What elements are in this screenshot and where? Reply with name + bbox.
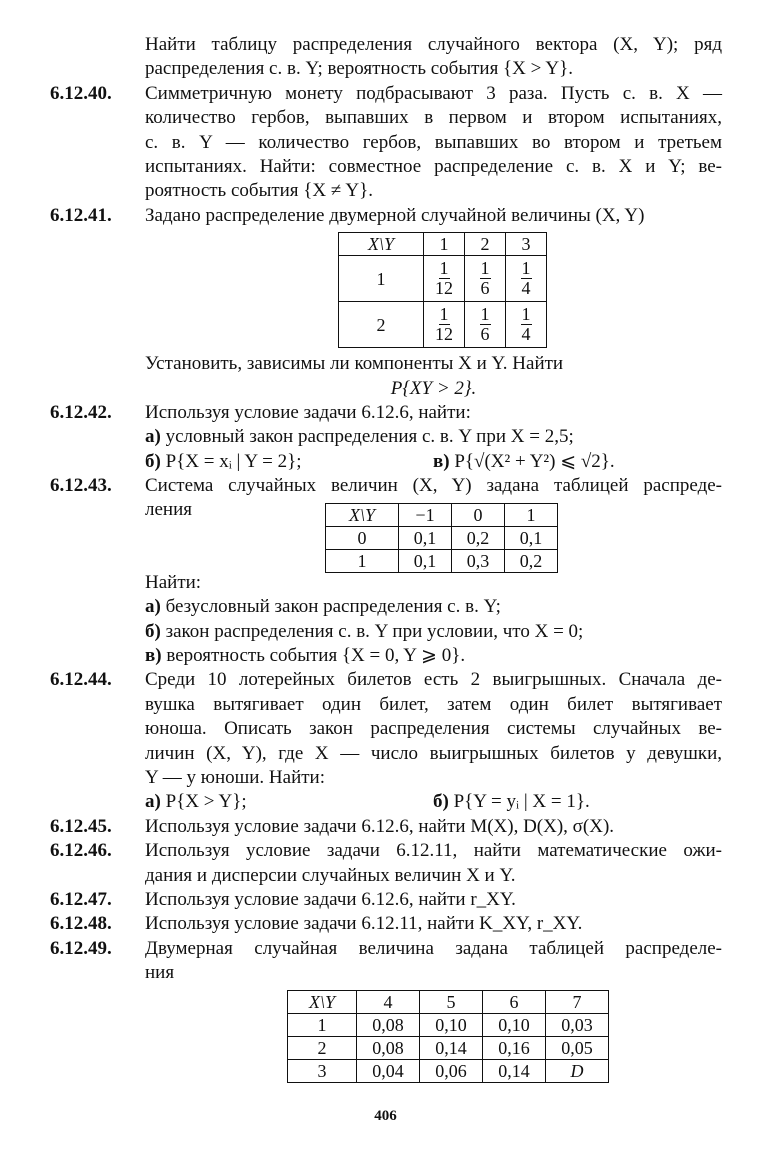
- table-cell: [465, 256, 506, 302]
- distribution-table: [338, 232, 547, 348]
- table-cell: 0,2: [505, 550, 558, 573]
- page-number: 406: [374, 1108, 397, 1124]
- problem-number: 6.12.46.: [50, 840, 112, 862]
- table-cell: [424, 302, 465, 348]
- problem-number: 6.12.43.: [50, 475, 112, 497]
- denominator: 6: [480, 278, 490, 299]
- item-text: условный закон распределения с. в. Y при X = 2,5;: [165, 426, 574, 448]
- text-line: вушка вытягивает один билет, затем один билет вытягивает: [145, 693, 722, 715]
- column-header: 0: [452, 504, 505, 527]
- table-cell: 0,08: [357, 1013, 420, 1036]
- column-header: 4: [357, 990, 420, 1013]
- text-line: ния: [145, 962, 175, 984]
- row-header: 1: [288, 1013, 357, 1036]
- text-line: Найти таблицу распределения случайного вектора (X, Y); ряд: [145, 34, 722, 55]
- table-corner: X\Y: [326, 504, 399, 527]
- row-header: 1: [339, 256, 424, 302]
- table-cell: 0,04: [357, 1059, 420, 1082]
- column-header: −1: [399, 504, 452, 527]
- row-header: 2: [339, 302, 424, 348]
- fraction: [435, 305, 453, 344]
- item-label: а): [145, 426, 161, 448]
- table-cell: 0,05: [546, 1036, 609, 1059]
- problem-6-12-49: [0, 937, 771, 1083]
- table-cell: 0,10: [420, 1013, 483, 1036]
- column-header: 1: [424, 233, 465, 256]
- column-header: 3: [506, 233, 547, 256]
- table-cell: 0,1: [505, 527, 558, 550]
- item-text: P{√(X² + Y²) ⩽ √2}.: [454, 450, 615, 472]
- denominator: 6: [480, 324, 490, 345]
- problem-6-12-43: [0, 474, 771, 668]
- column-header: 5: [420, 990, 483, 1013]
- table-row: [326, 550, 558, 573]
- table-cell: 0,14: [420, 1036, 483, 1059]
- numerator: 1: [439, 258, 449, 279]
- problem-number: 6.12.41.: [50, 204, 112, 226]
- text-line: Двумерная случайная величина задана таблицей распределе-: [145, 937, 722, 959]
- fraction: [521, 259, 532, 298]
- problem-number: 6.12.49.: [50, 937, 112, 959]
- text-line: Используя условие задачи 6.12.6, найти M(X), D(X), σ(X).: [145, 815, 615, 837]
- table-row: [288, 1059, 609, 1082]
- table-cell: 0,14: [483, 1059, 546, 1082]
- denominator: 12: [435, 278, 453, 299]
- problem-6-12-46: [0, 839, 771, 888]
- item-text: безусловный закон распределения с. в. Y;: [165, 596, 501, 618]
- table-cell: 0,2: [452, 527, 505, 550]
- column-header: 6: [483, 990, 546, 1013]
- item-label: а): [145, 791, 161, 813]
- text-line: роятность события {X ≠ Y}.: [145, 180, 373, 202]
- table-corner: X\Y: [339, 233, 424, 256]
- table-header-row: [288, 990, 609, 1013]
- numerator: 1: [521, 304, 531, 325]
- item-text: P{X = xᵢ | Y = 2};: [165, 450, 302, 472]
- text-line: Используя условие задачи 6.12.11, найти математические ожи-: [145, 840, 722, 862]
- item-label: в): [145, 645, 162, 667]
- problem-6-12-47: [50, 888, 722, 912]
- row-header: 2: [288, 1036, 357, 1059]
- numerator: 1: [480, 304, 490, 325]
- problem-number: 6.12.40.: [50, 82, 112, 104]
- table-cell: [506, 302, 547, 348]
- item-label: б): [145, 620, 161, 642]
- fraction: [480, 259, 491, 298]
- text-line: Y — у юноши. Найти:: [145, 766, 325, 788]
- table-cell: 0,08: [357, 1036, 420, 1059]
- table-header-row: [339, 233, 547, 256]
- text-line: Используя условие задачи 6.12.6, найти r_XY.: [145, 888, 516, 910]
- text-line: Среди 10 лотерейных билетов есть 2 выигрышных. Сначала де-: [145, 669, 722, 691]
- item-text: P{Y = yᵢ | X = 1}.: [453, 791, 590, 813]
- table-cell: 0,1: [399, 527, 452, 550]
- table-row: [339, 302, 547, 348]
- numerator: 1: [480, 258, 490, 279]
- denominator: 12: [435, 324, 453, 345]
- table-cell: [424, 256, 465, 302]
- table-cell: [506, 256, 547, 302]
- problem-number: 6.12.45.: [50, 815, 112, 837]
- text-line: личин (X, Y), где X — число выигрышных билетов у девушки,: [145, 742, 722, 764]
- table-corner: X\Y: [288, 990, 357, 1013]
- text-line: Используя условие задачи 6.12.11, найти K_XY, r_XY.: [145, 913, 583, 935]
- item-label: в): [433, 450, 450, 472]
- table-cell: 0,16: [483, 1036, 546, 1059]
- text-line: Установить, зависимы ли компоненты X и Y. Найти: [145, 353, 564, 375]
- table-cell: 0,03: [546, 1013, 609, 1036]
- item-text: P{X > Y};: [165, 791, 247, 813]
- problem-6-12-41: [0, 204, 771, 401]
- text-line: Используя условие задачи 6.12.6, найти:: [145, 401, 471, 423]
- item-label: б): [433, 791, 449, 813]
- table-cell: 0,1: [399, 550, 452, 573]
- column-header: 1: [505, 504, 558, 527]
- problem-6-12-42: [0, 401, 771, 474]
- distribution-table: [325, 503, 558, 573]
- text-line: распределения с. в. Y; вероятность события {X > Y}.: [145, 58, 574, 80]
- item-text: вероятность события {X = 0, Y ⩾ 0}.: [166, 645, 466, 667]
- item-label: а): [145, 596, 161, 618]
- fraction: [521, 305, 532, 344]
- formula: P{XY > 2}.: [390, 377, 477, 399]
- fraction: [435, 259, 453, 298]
- problem-6-12-44: [0, 668, 771, 814]
- table-cell: 0,06: [420, 1059, 483, 1082]
- item-text: закон распределения с. в. Y при условии, что X = 0;: [165, 620, 584, 642]
- table-row: [288, 1036, 609, 1059]
- row-header: 3: [288, 1059, 357, 1082]
- text-line: Задано распределение двумерной случайной величины (X, Y): [145, 204, 645, 226]
- item-label: б): [145, 450, 161, 472]
- problem-number: 6.12.48.: [50, 913, 112, 935]
- row-header: 0: [326, 527, 399, 550]
- text-line: дания и дисперсии случайных величин X и Y.: [145, 864, 516, 886]
- table-row: [326, 527, 558, 550]
- problem-6-12-45: [50, 815, 722, 839]
- text-line: ления: [145, 499, 192, 521]
- document-page: [0, 33, 771, 1083]
- numerator: 1: [521, 258, 531, 279]
- denominator: 4: [521, 324, 531, 345]
- table-cell: D: [546, 1059, 609, 1082]
- text-line: количество гербов, выпавших в первом и втором испытаниях,: [145, 107, 722, 129]
- text-line: с. в. Y — количество гербов, выпавших во втором и третьем: [145, 131, 722, 153]
- table-cell: 0,10: [483, 1013, 546, 1036]
- row-header: 1: [326, 550, 399, 573]
- table-cell: 0,3: [452, 550, 505, 573]
- problem-number: 6.12.44.: [50, 669, 112, 691]
- table-row: [288, 1013, 609, 1036]
- text-line: Симметричную монету подбрасывают 3 раза. Пусть с. в. X —: [145, 82, 722, 104]
- text-line: юноша. Описать закон распределения системы случайных ве-: [145, 718, 722, 740]
- problem-6-12-40: [0, 82, 771, 204]
- problem-number: 6.12.42.: [50, 401, 112, 423]
- table-cell: [465, 302, 506, 348]
- problem-number: 6.12.47.: [50, 888, 112, 910]
- fraction: [480, 305, 491, 344]
- numerator: 1: [439, 304, 449, 325]
- column-header: 2: [465, 233, 506, 256]
- column-header: 7: [546, 990, 609, 1013]
- denominator: 4: [521, 278, 531, 299]
- text-line: Система случайных величин (X, Y) задана таблицей распреде-: [145, 475, 722, 497]
- table-row: [339, 256, 547, 302]
- text-line: испытаниях. Найти: совместное распределение с. в. X и Y; ве-: [145, 155, 722, 177]
- distribution-table: [287, 990, 609, 1083]
- text-line: Найти:: [145, 571, 202, 593]
- problem-6-12-48: [50, 912, 722, 936]
- table-header-row: [326, 504, 558, 527]
